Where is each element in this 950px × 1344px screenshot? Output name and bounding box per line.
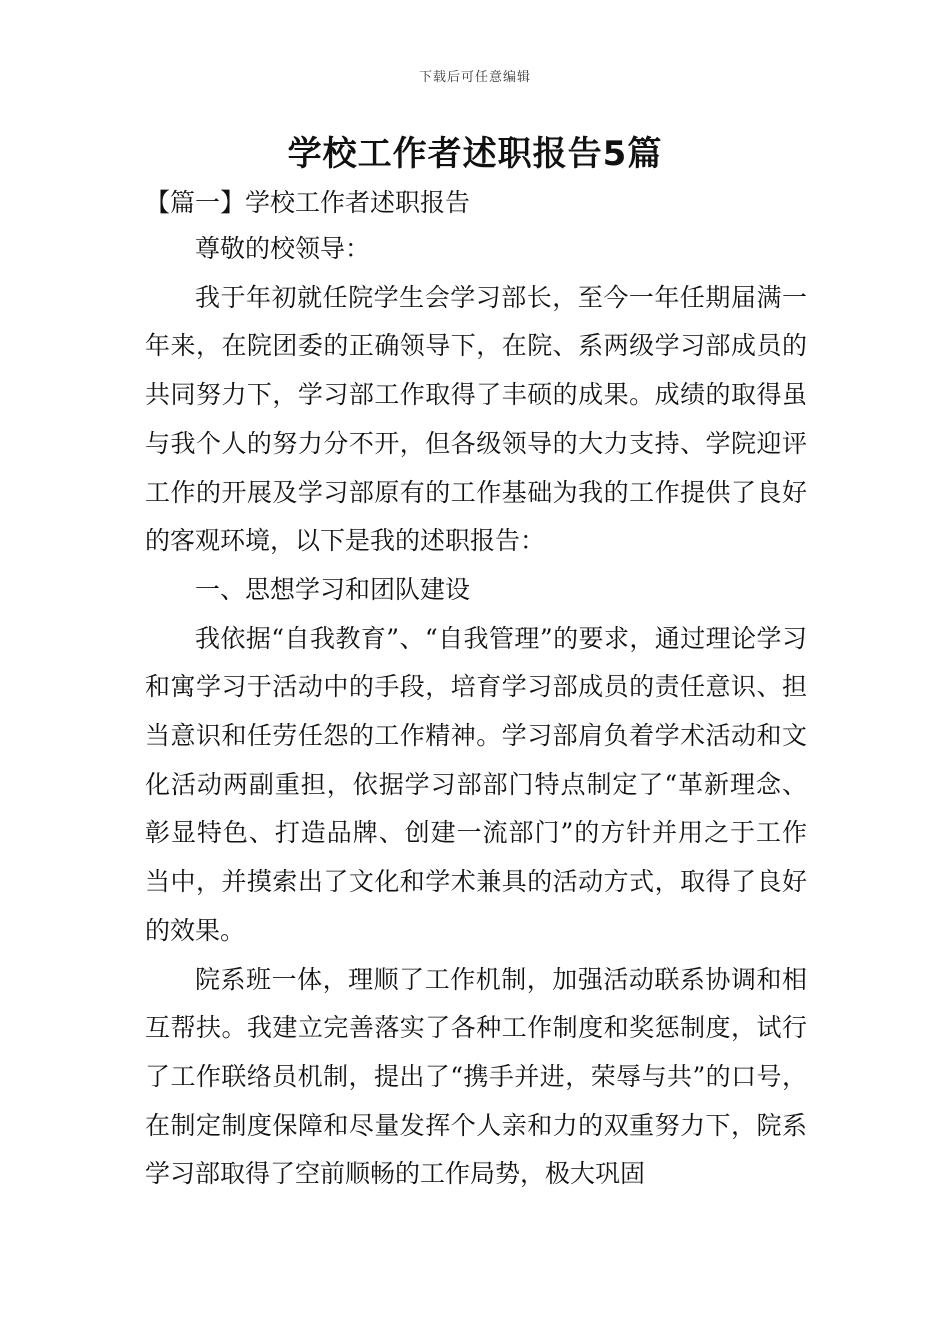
paragraph-salutation: 尊敬的校领导： (195, 234, 371, 263)
document-title: 学校工作者述职报告5篇 (287, 134, 663, 174)
header-note: 下载后可任意编辑 (418, 70, 531, 85)
paragraph-body: 院系班一体，理顺了工作机制，加强活动联系协调和相互帮扶。我建立完善落实了各种工作制度和奖惩制度，试行了工作联络员机制，提出了“携手并进，荣辱与共”的口号，在制定制度保障和尽量发挥个人亲和力的双重努力下，院系学习部取得了空前顺畅的工作局势，极大巩固 (145, 964, 807, 1189)
paragraph-intro: 我于年初就任院学生会学习部长，至今一年任期届满一年来，在院团委的正确领导下，在院、系两级学习部成员的共同努力下，学习部工作取得了丰硕的成果。成绩的取得虽与我个人的努力分不开，但各级领导的大力支持、学院迎评工作的开展及学习部原有的工作基础为我的工作提供了良好的客观环境，以下是我的述职报告： (145, 282, 807, 556)
body-text (145, 225, 807, 1199)
paragraph-body: 我依据“自我教育”、“自我管理”的要求，通过理论学习和寓学习于活动中的手段，培育学习部成员的责任意识、担当意识和任劳任怨的工作精神。学习部肩负着学术活动和文化活动两副重担，依据学习部部门特点制定了“革新理念、彰显特色、打造品牌、创建一流部门”的方针并用之于工作当中，并摸索出了文化和学术兼具的活动方式，取得了良好的效果。 (145, 623, 807, 945)
paragraph-subheading: 一、思想学习和团队建设 (195, 574, 471, 604)
section-heading: 【篇一】学校工作者述职报告 (145, 188, 471, 217)
